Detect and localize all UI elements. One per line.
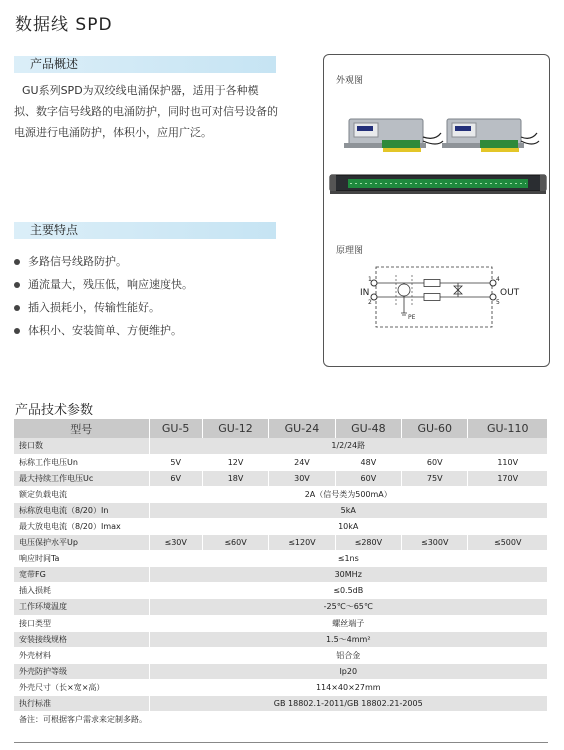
schematic-diagram — [324, 255, 551, 350]
spec-header-cell: GU-60 — [402, 419, 468, 438]
spec-row-label: 最大放电电流（8/20）Imax — [14, 518, 149, 534]
table-row — [14, 535, 548, 551]
spec-table — [14, 419, 548, 728]
table-row — [14, 615, 548, 631]
bottom-divider — [14, 742, 548, 743]
spec-row-label: 外壳防护等级 — [14, 663, 149, 679]
feature-item: 插入损耗小，传输性能好。 — [14, 296, 193, 319]
spec-cell: -25℃～65℃ — [149, 599, 548, 615]
spec-header-cell: GU-48 — [335, 419, 401, 438]
spec-cell: 60V — [402, 454, 468, 470]
spec-row-label: 外壳材料 — [14, 647, 149, 663]
pin1-label: 1 — [368, 276, 372, 283]
spec-cell: ≤30V — [149, 535, 202, 551]
spec-cell: GB 18802.1-2011/GB 18802.21-2005 — [149, 696, 548, 712]
spec-cell: 60V — [335, 470, 401, 486]
spec-cell: 2A（信号类为500mA） — [149, 486, 548, 502]
table-row — [14, 583, 548, 599]
spec-cell: ≤60V — [202, 535, 268, 551]
spec-row-label: 执行标准 — [14, 696, 149, 712]
spec-row-label: 标称放电电流（8/20）In — [14, 502, 149, 518]
spec-header-cell: GU-24 — [269, 419, 335, 438]
spec-row-label: 标称工作电压Un — [14, 454, 149, 470]
features-heading: 主要特点 — [30, 223, 79, 237]
spec-header-cell: GU-12 — [202, 419, 268, 438]
table-row — [14, 679, 548, 695]
spec-cell: ≤120V — [269, 535, 335, 551]
spec-cell: Ip20 — [149, 663, 548, 679]
spec-cell: 5V — [149, 454, 202, 470]
spec-row-label: 响应时间Ta — [14, 551, 149, 567]
spec-cell: 30V — [269, 470, 335, 486]
pe-label: PE — [408, 314, 416, 321]
spec-title: 产品技术参数 — [15, 403, 94, 418]
product-image-panel — [323, 54, 550, 367]
appearance-label: 外观图 — [336, 76, 364, 86]
spec-row-label: 电压保护水平Up — [14, 535, 149, 551]
spec-cell: 1.5～4mm² — [149, 631, 548, 647]
spec-row-label: 额定负载电流 — [14, 486, 149, 502]
feature-item: 通流量大，残压低，响应速度快。 — [14, 273, 193, 296]
spec-cell: 30MHz — [149, 567, 548, 583]
spec-row-label: 安装接线规格 — [14, 631, 149, 647]
table-row — [14, 518, 548, 534]
spec-row-label: 插入损耗 — [14, 583, 149, 599]
in-label: IN — [360, 288, 370, 298]
table-row — [14, 663, 548, 679]
spec-header-cell: 型号 — [14, 419, 149, 438]
spec-header-cell: GU-110 — [468, 419, 548, 438]
spec-cell: 114×40×27mm — [149, 679, 548, 695]
spec-header-row — [14, 419, 548, 438]
spec-cell: ≤500V — [468, 535, 548, 551]
spec-cell: 10kA — [149, 518, 548, 534]
spec-cell: 1/2/24路 — [149, 438, 548, 454]
table-row — [14, 486, 548, 502]
pin5-label: 5 — [496, 299, 500, 306]
spec-cell: 48V — [335, 454, 401, 470]
table-row — [14, 599, 548, 615]
spec-row-label: 工作环境温度 — [14, 599, 149, 615]
spec-cell: 铝合金 — [149, 647, 548, 663]
spec-cell: 12V — [202, 454, 268, 470]
product-photo — [324, 85, 551, 235]
rack-unit — [330, 175, 546, 194]
spec-row-label: 宽带FG — [14, 567, 149, 583]
spec-body — [14, 438, 548, 728]
features-list — [14, 250, 193, 342]
spec-cell: 6V — [149, 470, 202, 486]
spec-row-label: 接口数 — [14, 438, 149, 454]
spec-cell: ≤1ns — [149, 551, 548, 567]
spec-cell: 110V — [468, 454, 548, 470]
schematic-label: 原理图 — [336, 246, 364, 256]
spec-row-label: 最大持续工作电压Uc — [14, 470, 149, 486]
feature-item: 多路信号线路防护。 — [14, 250, 193, 273]
table-row — [14, 647, 548, 663]
spec-cell: 螺丝端子 — [149, 615, 548, 631]
table-row — [14, 567, 548, 583]
feature-item: 体积小、安装简单、方便维护。 — [14, 319, 193, 342]
module-left — [344, 119, 443, 152]
overview-heading-bar — [14, 56, 276, 73]
spec-note: 备注：可根据客户需求来定制多路。 — [14, 712, 548, 728]
pin4-label: 4 — [496, 276, 500, 283]
table-row — [14, 454, 548, 470]
spec-cell: 24V — [269, 454, 335, 470]
spec-cell: 5kA — [149, 502, 548, 518]
table-row — [14, 551, 548, 567]
table-row — [14, 696, 548, 712]
table-row — [14, 438, 548, 454]
features-heading-bar — [14, 222, 276, 239]
spec-note-row — [14, 712, 548, 728]
spec-cell: ≤0.5dB — [149, 583, 548, 599]
overview-text: GU系列SPD为双绞线电涌保护器，适用于各种模拟、数字信号线路的电涌防护，同时也可对信号设备的电源进行电涌防护，体积小，应用广泛。 — [14, 84, 278, 139]
module-right — [442, 119, 539, 152]
spec-cell: 18V — [202, 470, 268, 486]
spec-row-label: 外壳尺寸（长×宽×高） — [14, 679, 149, 695]
table-row — [14, 470, 548, 486]
overview-heading: 产品概述 — [30, 57, 79, 71]
spec-cell: 75V — [402, 470, 468, 486]
spec-row-label: 接口类型 — [14, 615, 149, 631]
spec-cell: ≤300V — [402, 535, 468, 551]
spec-cell: ≤280V — [335, 535, 401, 551]
table-row — [14, 502, 548, 518]
spec-cell: 170V — [468, 470, 548, 486]
table-row — [14, 631, 548, 647]
page-title: 数据线 SPD — [15, 15, 113, 35]
out-label: OUT — [500, 288, 520, 298]
spec-header-cell: GU-5 — [149, 419, 202, 438]
pin2-label: 2 — [368, 299, 372, 306]
